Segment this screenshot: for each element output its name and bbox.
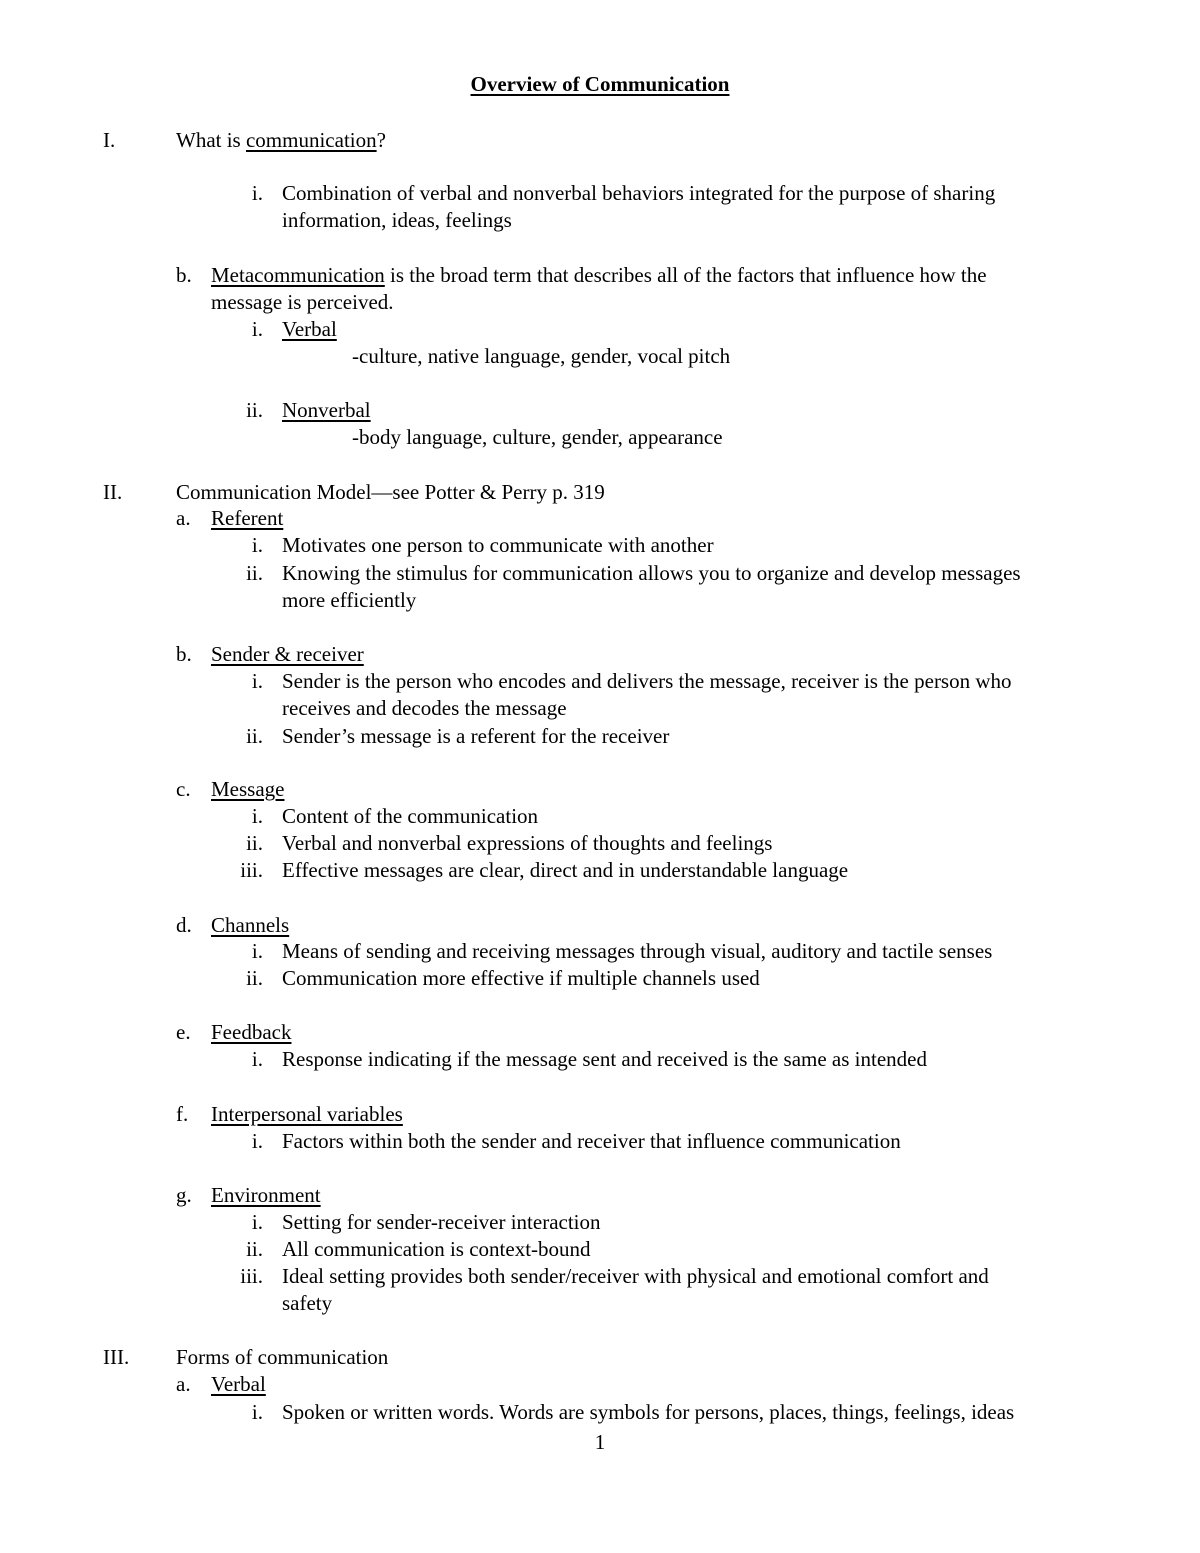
subitem-term: Verbal [282,317,337,341]
subitem-text: safety [282,1291,333,1315]
subitem-label: ii. [246,398,263,422]
subitem-label: i. [251,669,263,693]
item-label: a. [176,506,191,530]
page-number: 1 [594,1430,606,1454]
subitem-label: ii. [246,561,263,585]
item-term: Message [211,777,285,801]
subitem-label: i. [251,1047,263,1071]
subitem-label: ii. [246,1237,263,1261]
subitem-label: i. [251,939,263,963]
subitem-text: Setting for sender-receiver interaction [282,1210,601,1234]
subitem-text: more efficiently [282,588,417,612]
subitem-text: Means of sending and receiving messages through visual, auditory and tactile senses [282,939,993,963]
subitem-text: Motivates one person to communicate with another [282,533,714,557]
section-heading: What is communication? [176,128,386,152]
item-term: Feedback [211,1020,292,1044]
subitem-label: i. [251,533,263,557]
subitem-label: ii. [246,831,263,855]
subitem-text: Sender is the person who encodes and delivers the message, receiver is the person who [282,669,1012,693]
item-label: e. [176,1020,191,1044]
subitem-text: All communication is context-bound [282,1237,591,1261]
subitem-text: Effective messages are clear, direct and in understandable language [282,858,849,882]
subitem-text: Spoken or written words. Words are symbols for persons, places, things, feelings, ideas [282,1400,1015,1424]
section-heading: Communication Model—see Potter & Perry p. 319 [176,480,605,504]
item-term: Channels [211,913,290,937]
item-label: b. [176,642,192,666]
subitem-detail: -body language, culture, gender, appearance [352,425,723,449]
subitem-text: Sender’s message is a referent for the receiver [282,724,670,748]
subitem-text: Knowing the stimulus for communication allows you to organize and develop messages [282,561,1021,585]
subitem-label: i. [251,804,263,828]
subitem-label: i. [251,1210,263,1234]
subitem-text: receives and decodes the message [282,696,567,720]
subitem-text: Content of the communication [282,804,539,828]
section-numeral: III. [103,1345,130,1369]
subitem-term: Nonverbal [282,398,371,422]
subitem-detail: -culture, native language, gender, vocal pitch [352,344,731,368]
item-label: b. [176,263,192,287]
subitem-label: ii. [246,966,263,990]
item-label: c. [176,777,191,801]
item-label: d. [176,913,192,937]
item-text: Combination of verbal and nonverbal behaviors integrated for the purpose of sharing [282,181,996,205]
subitem-label: ii. [246,724,263,748]
document-title: Overview of Communication [470,72,730,96]
item-label: g. [176,1183,192,1207]
subitem-label: i. [251,1400,263,1424]
section-numeral: I. [103,128,116,152]
section-numeral: II. [103,480,123,504]
subitem-text: Verbal and nonverbal expressions of thoughts and feelings [282,831,773,855]
item-label: f. [176,1102,189,1126]
section-heading: Forms of communication [176,1345,389,1369]
item-term: Environment [211,1183,321,1207]
item-text: Metacommunication is the broad term that describes all of the factors that influence how the [211,263,987,287]
item-term: Referent [211,506,284,530]
item-label: i. [251,181,263,205]
subitem-label: i. [251,317,263,341]
item-label: a. [176,1372,191,1396]
item-term: Interpersonal variables [211,1102,403,1126]
subitem-text: Factors within both the sender and receiver that influence communication [282,1129,901,1153]
subitem-label: iii. [240,858,263,882]
item-text: information, ideas, feelings [282,208,512,232]
item-text: message is perceived. [211,290,394,314]
subitem-text: Response indicating if the message sent and received is the same as intended [282,1047,927,1071]
item-term: Verbal [211,1372,266,1396]
subitem-text: Ideal setting provides both sender/receiver with physical and emotional comfort and [282,1264,989,1288]
subitem-label: i. [251,1129,263,1153]
subitem-text: Communication more effective if multiple channels used [282,966,760,990]
item-term: Sender & receiver [211,642,364,666]
subitem-label: iii. [240,1264,263,1288]
